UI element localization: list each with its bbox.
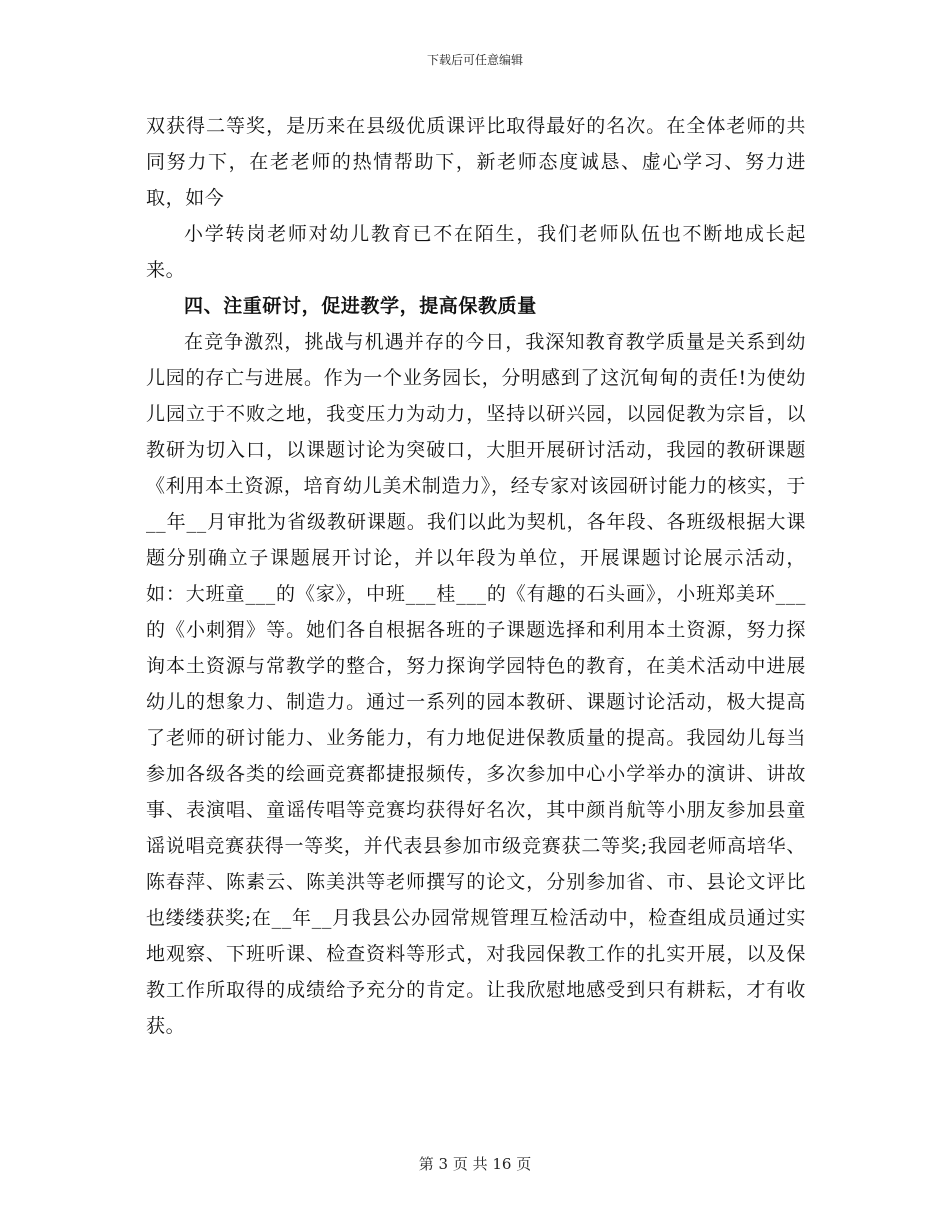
paragraph-teacher-growth: 小学转岗老师对幼儿教育已不在陌生，我们老师队伍也不断地成长起来。 [146,223,806,281]
section-heading: 四、注重研讨，促进教学，提高保教质量 [184,295,537,317]
paragraph-continuation: 双获得二等奖，是历来在县级优质课评比取得最好的名次。在全体老师的共同努力下，在老老师的热情帮助下，新老师态度诚恳、虚心学习、努力进取，如今 [146,115,806,209]
document-body [146,108,806,1044]
paragraph-research-teaching: 在竞争激烈，挑战与机遇并存的今日，我深知教育教学质量是关系到幼儿园的存亡与进展。作为一个业务园长，分明感到了这沉甸甸的责任!为使幼儿园立于不败之地，我变压力为动力，坚持以研兴园，以园促教为宗旨，以教研为切入口，以课题讨论为突破口，大胆开展研讨活动，我园的教研课题《利用本土资源，培育幼儿美术制造力》，经专家对该园研讨能力的核实，于__年__月审批为省级教研课题。我们以此为契机，各年段、各班级根据大课题分别确立子课题展开讨论，并以年段为单位，开展课题讨论展示活动，如：大班童___的《家》，中班___桂___的《有趣的石头画》，小班郑美环___的《小刺猬》等。她们各自根据各班的子课题选择和利用本土资源，努力探询本土资源与常教学的整合，努力探询学园特色的教育，在美术活动中进展幼儿的想象力、制造力。通过一系列的园本教研、课题讨论活动，极大提高了老师的研讨能力、业务能力，有力地促进保教质量的提高。我园幼儿每当参加各级各类的绘画竞赛都捷报频传，多次参加中心小学举办的演讲、讲故事、表演唱、童谣传唱等竞赛均获得好名次，其中颜肖航等小朋友参加县童谣说唱竞赛获得一等奖，并代表县参加市级竞赛获二等奖;我园老师高培华、陈春萍、陈素云、陈美洪等老师撰写的论文，分别参加省、市、县论文评比也缕缕获奖;在__年__月我县公办园常规管理互检活动中，检查组成员通过实地观察、下班听课、检查资料等形式，对我园保教工作的扎实开展，以及保教工作所取得的成绩给予充分的肯定。让我欣慰地感受到只有耕耘，才有收获。 [146,331,806,1037]
page-number: 第 3 页 共 16 页 [418,1155,532,1173]
page-header-note: 下载后可任意编辑 [426,53,523,67]
